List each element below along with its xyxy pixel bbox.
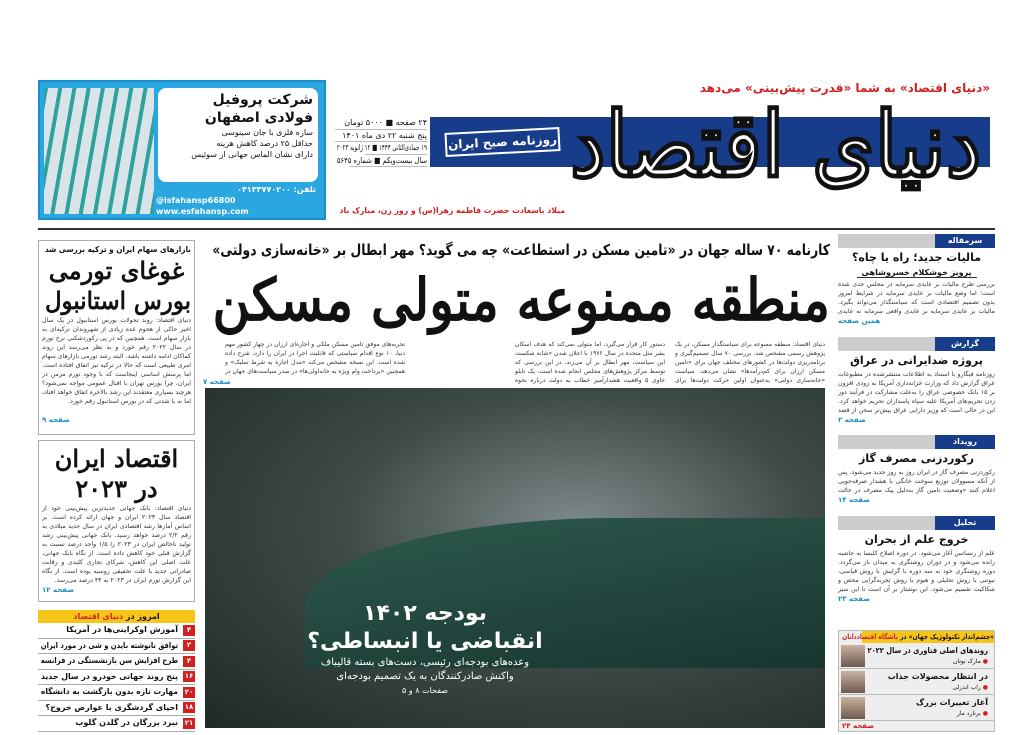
tech-brand: باشگاه اقتصاددانان <box>842 633 899 641</box>
section-title[interactable]: مالیات جدید؛ راه یا چاه؟ <box>851 251 982 264</box>
right-section <box>838 435 995 513</box>
today-item-title: پنج روند جهانی خودرو در سال جدید <box>40 671 179 681</box>
story-body: دنیای اقتصاد: روند تحولات بورس استانبول در یک سال اخیر حاکی از هجوم عده زیادی از شهروندان ترکیه‌ای به بازار سهام است. همچنین که در پی رکوردشکنی نرخ تورم در سال ۲۰۲۲ رقم خورد و به نظر می‌رسد این روند کماکان ادامه داشته باشد. البته رشد تورمی بازارهای سهام امری طبیعی است که حالا در ترکیه نیز اتفاق افتاده است. اما پرسش اساسی اینجاست که با وجود تورم مزمن در ایران، چرا بورس تهران با اقبال عمومی مواجه نمی‌شود؟ هرچند بسیاری معتقدند این رشد بالاخره اتفاق خواهد افتاد، اما نه با شدتی که در بورس استانبول رقم خورد. <box>42 317 191 405</box>
ad-website[interactable]: www.esfahansp.com <box>156 207 249 216</box>
today-in-paper <box>38 610 195 732</box>
photo-subtitle-1: وعده‌های بودجه‌ای رئیسی، دست‌های بسته قالیباف <box>320 657 530 668</box>
ad-bullet: حداقل ۲۵ درصد کاهش هزینه <box>216 139 313 148</box>
section-label-bar <box>838 234 995 248</box>
section-page-ref[interactable]: صفحه ۲ <box>838 416 866 424</box>
ad-bullet: سازه فلزی با جان سینوسی <box>221 128 313 137</box>
story-iran-2023 <box>38 440 195 602</box>
occasion-line: میلاد باسعادت حضرت فاطمه زهرا(س) و روز زن، مبارک باد <box>339 206 565 215</box>
page-number-badge: ۴ <box>183 625 195 636</box>
section-label: رویداد <box>935 435 995 449</box>
masthead-subtitle: روزنامه صبح ایران <box>444 127 560 157</box>
today-header <box>38 610 195 623</box>
issue-info <box>335 117 427 167</box>
author-photo <box>841 671 865 693</box>
right-section <box>838 234 995 334</box>
section-label-bar <box>838 337 995 351</box>
ad-phone: تلفن: ۰۳۱۳۳۷۷۰۲۰۰ <box>237 185 316 194</box>
story-body: دنیای اقتصاد: بانک جهانی جدیدترین پیش‌بینی خود از اقتصاد سال ۲۰۲۳ ایران و جهان ارائه کرده است. بر اساس آمارها رشد اقتصادی ایران در سال جدید میلادی به رقم ۲/۲ درصد خواهد رسید. بانک جهانی پیش‌بینی رشد تولید ناخالص ایران در ۲۰۲۳ را ۱/۵ واحد درصد نسبت به گزارش قبلی خود کاهش داده است. از نگاه بانک جهانی، علت اصلی این کاهش، شرکای تجاری کلیدی و رقابت صادراتی جدید با علت تخفیفی روسیه بوده است. از نگاه این گزارش تورم ایران در ۲۰۲۳ به ۴۴ درصد می‌رسد. <box>42 505 191 584</box>
author-photo <box>841 645 865 667</box>
today-item-title: نبرد بزرگان در گلدن گلوب <box>75 718 178 728</box>
steel-structure-image <box>44 88 154 214</box>
main-kicker: کارنامه ۷۰ ساله جهان در «تامین مسکن در استطاعت» چه می گوید؟ مهر ابطال بر «خانه‌سازی دولتی» <box>212 241 830 259</box>
today-item[interactable] <box>38 670 195 686</box>
tech-outlook-box <box>838 630 995 732</box>
page-number-badge: ۱۶ <box>184 672 194 681</box>
tech-item[interactable] <box>839 695 994 721</box>
tech-item-author: ● برنارد مار <box>865 709 988 718</box>
story-page-ref[interactable]: صفحه ۹ <box>42 416 70 424</box>
section-label: سرمقاله <box>935 234 995 248</box>
ad-title-1: شرکت پروفیل <box>212 92 313 108</box>
tech-header <box>842 631 994 643</box>
section-title[interactable]: پروژه ضدایرانی در عراق <box>850 354 983 367</box>
today-item-title: آموزش اوکراینی‌ها در آمریکا <box>66 625 178 635</box>
today-brand: دنیای اقتصاد <box>73 612 124 621</box>
story-headline-2[interactable]: بورس استانبول <box>44 286 191 315</box>
main-column-1: دنیای اقتصاد: منطقه ممنوعه برای سیاستگذار مسکن، در یک پژوهش رسمی مشخص شد. بررسی ۷۰ سال تصمیم‌گیری و برنامه‌ریزی دولت‌ها در کشورهای مختلف جهان برای «تامین مسکن ارزان برای کم‌درآمدها» نشان می‌دهد، سیاست «خانه‌سازی دولتی» به‌عنوان اولین حرکت دولت‌ها برای <box>675 341 825 384</box>
issue-pages-price: ۲۴ صفحه ■ ۵۰۰۰ تومان <box>335 117 427 130</box>
page-number-badge: ۱۸ <box>184 703 194 712</box>
today-item[interactable] <box>38 623 195 639</box>
right-section <box>838 337 995 432</box>
today-item[interactable] <box>38 701 195 717</box>
section-body: بررسی طرح مالیات بر عایدی سرمایه در مجلس جدی شده است؛ اما وضع مالیات بر عایدی سرمایه در شرایط امروز بدون تصمیم اقتصادی است که سیاستگذار می‌تواند بگیرد. مالیات بر عایدی سرمایه بر عایدی واقعی سرمایه نه عایدی <box>838 281 995 315</box>
story-kicker: بازارهای سهام ایران و ترکیه بررسی شد <box>44 245 192 254</box>
right-section <box>838 516 995 611</box>
tech-page-ref[interactable]: صفحه ۲۴ <box>842 722 875 730</box>
tech-title: «چشم‌انداز تکنولوژیک جهان» در <box>900 633 994 641</box>
tech-item[interactable] <box>839 643 994 669</box>
today-item-title: احیای گردشگری با عوارض خروج؟ <box>45 702 178 712</box>
today-item[interactable] <box>38 716 195 732</box>
today-item-title: مهارت تازه بدون بازگشت به دانشگاه <box>40 687 179 697</box>
newspaper-logo: دنیای اقتصاد <box>570 92 982 198</box>
ad-instagram[interactable]: @isfahansp66800 <box>156 196 236 205</box>
section-label: گزارش <box>935 337 995 351</box>
section-title[interactable]: خروج علم از بحران <box>864 533 969 546</box>
main-page-ref[interactable]: صفحه ۷ <box>203 378 231 386</box>
ad-title-2: فولادی اصفهان <box>204 110 313 126</box>
section-title[interactable]: رکوردزنی مصرف گاز <box>859 452 974 465</box>
author-photo <box>841 697 865 719</box>
section-body: روزنامه فیگارو با استناد به اطلاعات منتشرشده در مطبوعات عراق گزارش داد که وزارت خزانه‌داری آمریکا به زودی افزون بر ۱۵ بانک خصوصی عراق را به‌علت مشارکت در فرآیند دور زدن تحریم‌های آمریکا علیه سپاه پاسداران تحریم خواهد کرد. این در حالی است که وزیر دارایی عراق پیش‌تر سخن از قصد <box>838 371 995 414</box>
tech-item-title: روندهای اصلی فناوری در سال ۲۰۲۲ <box>867 646 988 655</box>
page-number-badge: ۲۰ <box>184 687 194 696</box>
photo-page-ref[interactable]: صفحات ۸ و ۵ <box>401 686 449 695</box>
today-item-title: طرح افزایش سن بازنشستگی در فرانسه <box>40 656 178 666</box>
tagline: «دنیای اقتصاد» به شما «قدرت پیش‌بینی» می‌دهد <box>699 81 990 95</box>
issue-date-persian: پنج شنبه ۲۲ دی ماه ۱۴۰۱ <box>335 130 427 143</box>
section-label-bar <box>838 435 995 449</box>
photo-caption <box>275 600 575 698</box>
issue-number: سال بیست‌و‌یکم ■ شماره ۵۶۴۵ <box>350 155 427 168</box>
ad-textbox <box>158 88 318 182</box>
masthead-divider <box>38 228 995 230</box>
tech-item[interactable] <box>839 669 994 695</box>
section-label-bar <box>838 516 995 530</box>
tech-item-author: ● راب اندرلی <box>865 683 988 692</box>
story-headline-2[interactable]: در ۲۰۲۳ <box>75 474 158 503</box>
section-page-ref[interactable]: صفحه ۱۴ <box>838 496 871 504</box>
story-headline-1[interactable]: غوغای تورمی <box>48 256 185 285</box>
tech-item-author: ● مارک توتان <box>865 657 988 666</box>
tech-item-title: در انتظار محصولات جذاب <box>887 672 988 681</box>
photo-title-2: انقباضی یا انبساطی؟ <box>307 629 543 654</box>
parliament-photo <box>205 388 825 728</box>
section-body: علم از رنسانس آغاز می‌شود. در دوره اصلاح کلیسا به حاشیه رانده می‌شود و در دوران روشنگری به میدان باز می‌گردد. دوره روشنگری خود به سه دوره با گرایش با روش قیاسی، نیوتنی با روش تحلیلی و هیوم با روش تجربه‌گرایی محض و شکاکیت تقسیم می‌شود. این نوشتار بر آن است تا این سیر <box>838 550 995 593</box>
main-column-2: دستور کار قرار می‌گیرد، اما متولی نمی‌کند که هدف اسکان بشر مثل متحده در سال ۱۹۷۶ با اعلان شدن «شانه شکست این سیاست، مهر ابطال بر آن می‌زند. در این بررسی که توسط مرکز پژوهش‌های مجلس انجام شده است، یک تابلو حاوی ۵ واقعیت هشدارآمیز خطاب به دولت درباره نحوه <box>515 341 665 384</box>
ad-bullet: دارای نشان الماس جهانی از سوئیس <box>191 150 313 159</box>
main-headline[interactable]: منطقه ممنوعه متولی مسکن <box>212 266 830 334</box>
today-item-title: توافق نانوشته بایدن و شی در مورد ایران <box>40 640 178 650</box>
right-column <box>838 234 995 614</box>
section-page-ref[interactable]: صفحه ۲۳ <box>838 595 871 603</box>
story-page-ref[interactable]: صفحه ۱۲ <box>42 586 75 594</box>
section-author: پرویز خوشکلام خسروشاهی <box>857 267 977 278</box>
today-title: امروز در <box>125 612 160 621</box>
page-number-badge: ۲۱ <box>184 718 194 727</box>
page-number-badge: ۲ <box>183 640 195 651</box>
page-number-badge: ۴ <box>183 656 195 667</box>
section-body: رکوردزنی مصرف گاز در ایران روز به روز جدید می‌شود. پس از آنکه مسوولان توزیع سوخت خانگی با هشدار صرفه‌جویی اعلام کنند «وضعیت تامین گاز به‌دلیل پیک مصرف در حالت <box>838 469 995 494</box>
today-item[interactable] <box>38 654 195 670</box>
photo-subtitle-2: واکنش صادرکنندگان به یک تصمیم بودجه‌ای <box>336 671 514 682</box>
today-item[interactable] <box>38 639 195 655</box>
tech-item-title: آغاز تغییرات بزرگ <box>916 698 988 707</box>
photo-title-1: بودجه ۱۴۰۲ <box>363 601 487 626</box>
advertisement[interactable] <box>38 80 326 220</box>
today-item[interactable] <box>38 685 195 701</box>
story-headline-1[interactable]: اقتصاد ایران <box>54 444 179 473</box>
main-column-3: تجربه‌های موفق تامین مسکن ملکی و اجاره‌ای ارزان در چهار کشور مهم دنیا، ۱۰ نوع اقدام سیاستی که قابلیت اجرا در ایران را دارد، شرح داده شده است. این نسخه مشخص می‌کند «مدل اجاره به شرط تملیک» و همچنین «پرداخت وام ویژه به خانه‌اولی‌ها» در صدر سیاست‌های جهان در <box>225 341 405 375</box>
section-page-ref[interactable]: همین صفحه <box>838 317 881 325</box>
section-label: تحلیل <box>935 516 995 530</box>
issue-date-other: ۱۹ جمادی‌الثانی ۱۴۴۴ ■ ۱۲ ژانویه ۲۰۲۳ <box>365 142 427 155</box>
story-istanbul <box>38 240 195 435</box>
